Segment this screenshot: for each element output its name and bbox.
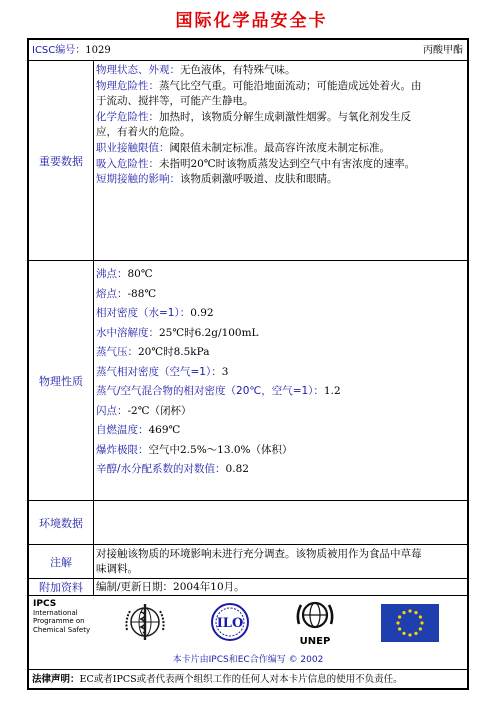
property-key: 自燃温度： bbox=[96, 424, 149, 436]
property-key: 水中溶解度： bbox=[96, 326, 159, 339]
property-value: 于流动、搅拌等，可能产生静电。 bbox=[96, 95, 254, 108]
additional-row bbox=[29, 579, 467, 596]
eu-star-icon bbox=[398, 615, 401, 618]
eu-star-icon bbox=[398, 627, 401, 630]
property-value: 469℃ bbox=[148, 424, 181, 436]
property-value: 25℃时6.2g/100mL bbox=[159, 326, 259, 339]
unep-label: UNEP bbox=[299, 636, 331, 647]
icsc-label: ICSC编号： bbox=[32, 45, 86, 56]
property-line bbox=[96, 324, 465, 344]
property-value: 1.2 bbox=[323, 385, 341, 397]
important-data-content bbox=[94, 61, 467, 188]
property-line bbox=[96, 141, 465, 157]
property-key: 物理状态、外观： bbox=[96, 64, 180, 76]
property-line bbox=[96, 343, 465, 363]
property-line bbox=[96, 265, 465, 285]
eu-star-icon bbox=[396, 621, 399, 624]
eu-star-icon bbox=[414, 611, 417, 614]
environment-label: 环境数据 bbox=[29, 501, 94, 544]
property-value: 空气中2.5%～13.0%（体积） bbox=[148, 443, 293, 456]
property-key: 短期接触的影响： bbox=[96, 173, 180, 186]
physical-properties-label: 物理性质 bbox=[29, 261, 94, 500]
property-line bbox=[96, 441, 465, 461]
environment-content bbox=[94, 501, 467, 503]
icsc-id bbox=[32, 40, 111, 61]
physical-properties-row bbox=[29, 261, 467, 501]
property-value: -2℃（闭杯） bbox=[127, 404, 192, 417]
additional-label: 附加资料 bbox=[29, 579, 94, 595]
ipcs-line: Chemical Safety bbox=[33, 625, 91, 634]
property-value: 应，有着火的危险。 bbox=[96, 126, 191, 139]
property-line bbox=[96, 79, 465, 95]
ilo-emblem-icon bbox=[205, 600, 255, 644]
property-line bbox=[96, 125, 465, 141]
ipcs-title: IPCS bbox=[33, 599, 57, 609]
eu-star-icon bbox=[414, 632, 417, 635]
property-value: 80℃ bbox=[127, 268, 153, 280]
notes-content bbox=[94, 545, 467, 576]
substance-name: 丙酸甲酯 bbox=[423, 45, 463, 56]
property-key: 吸入危险性： bbox=[96, 157, 159, 170]
legal-label: 法律声明： bbox=[32, 674, 80, 685]
ipcs-line: Programme on bbox=[33, 617, 85, 625]
property-line bbox=[96, 363, 465, 383]
property-line bbox=[96, 402, 465, 422]
property-line bbox=[96, 94, 465, 110]
property-value: 未指明20℃时该物质蒸发达到空气中有害浓度的速率。 bbox=[159, 157, 416, 170]
eu-star-icon bbox=[402, 611, 405, 614]
property-key: 职业接触限值： bbox=[96, 141, 170, 154]
property-line bbox=[96, 421, 465, 441]
eu-star-icon bbox=[420, 621, 423, 624]
eu-star-icon bbox=[408, 633, 411, 636]
property-key: 物理危险性： bbox=[96, 79, 159, 92]
important-data-label: 重要数据 bbox=[29, 61, 94, 260]
property-key: 沸点： bbox=[96, 268, 128, 280]
logo-row bbox=[29, 596, 467, 670]
property-line bbox=[96, 157, 465, 173]
property-line bbox=[96, 172, 465, 188]
ipcs-logo-text bbox=[33, 600, 90, 634]
eu-flag-icon bbox=[381, 604, 439, 642]
property-value: 0.82 bbox=[225, 463, 249, 475]
property-key: 蒸气/空气混合物的相对密度（20℃，空气=1）： bbox=[96, 385, 324, 397]
property-value: 3 bbox=[221, 365, 229, 378]
environment-row bbox=[29, 501, 467, 545]
notes-line: 对接触该物质的环境影响未进行充分调查。该物质被用作为食品中草莓 bbox=[96, 548, 422, 560]
legal-text: EC或者IPCS或者代表两个组织工作的任何人对本卡片信息的使用不负责任。 bbox=[79, 674, 403, 685]
property-value: 该物质刺激呼吸道、皮肤和眼睛。 bbox=[180, 173, 338, 186]
eu-star-icon bbox=[419, 615, 422, 618]
property-value: 阈限值未制定标准。最高容许浓度未制定标准。 bbox=[169, 141, 390, 154]
who-emblem-icon bbox=[121, 600, 169, 644]
property-value: 无色液体，有特殊气味。 bbox=[180, 64, 296, 76]
property-key: 蒸气压： bbox=[96, 346, 138, 358]
property-key: 化学危险性： bbox=[96, 110, 159, 123]
property-key: 闪点： bbox=[96, 404, 128, 417]
property-value: 加热时，该物质分解生成刺激性烟雾。与氧化剂发生反 bbox=[159, 110, 411, 123]
property-key: 熔点： bbox=[96, 287, 128, 300]
important-data-row bbox=[29, 61, 467, 261]
property-line bbox=[96, 63, 465, 79]
property-key: 辛醇/水分配系数的对数值： bbox=[96, 463, 226, 475]
property-value: -88℃ bbox=[127, 287, 157, 300]
eu-star-icon bbox=[402, 632, 405, 635]
notes-row bbox=[29, 545, 467, 579]
eu-star-icon bbox=[408, 609, 411, 612]
property-value: 20℃时8.5kPa bbox=[138, 346, 210, 358]
eu-star-icon bbox=[419, 627, 422, 630]
additional-content: 编制/更新日期：2004年10月。 bbox=[96, 581, 245, 593]
property-line bbox=[96, 110, 465, 126]
property-key: 爆炸极限： bbox=[96, 443, 149, 456]
property-key: 蒸气相对密度（空气=1）： bbox=[96, 365, 222, 378]
property-line bbox=[96, 285, 465, 305]
property-value: 蒸气比空气重。可能沿地面流动；可能造成远处着火。由 bbox=[159, 79, 422, 92]
ilo-text: ILO bbox=[216, 616, 244, 631]
icsc-number: 1029 bbox=[85, 45, 111, 56]
unep-emblem-icon bbox=[291, 598, 339, 638]
legal-row bbox=[29, 670, 467, 690]
property-line bbox=[96, 460, 465, 480]
collaboration-note: 本卡片由IPCS和EC合作编写 © 2002 bbox=[172, 655, 324, 665]
property-value: 0.92 bbox=[190, 307, 214, 319]
notes-line: 味调料。 bbox=[96, 562, 138, 575]
property-line bbox=[96, 382, 465, 402]
card-title: 国际化学品安全卡 bbox=[175, 11, 328, 31]
notes-label: 注解 bbox=[29, 545, 94, 578]
header-row bbox=[29, 40, 467, 61]
ipcs-line: International bbox=[33, 608, 78, 617]
safety-card bbox=[27, 38, 469, 690]
property-line bbox=[96, 304, 465, 324]
property-key: 相对密度（水=1）： bbox=[96, 307, 191, 319]
legal-content bbox=[29, 670, 467, 690]
physical-properties-content bbox=[94, 261, 467, 480]
